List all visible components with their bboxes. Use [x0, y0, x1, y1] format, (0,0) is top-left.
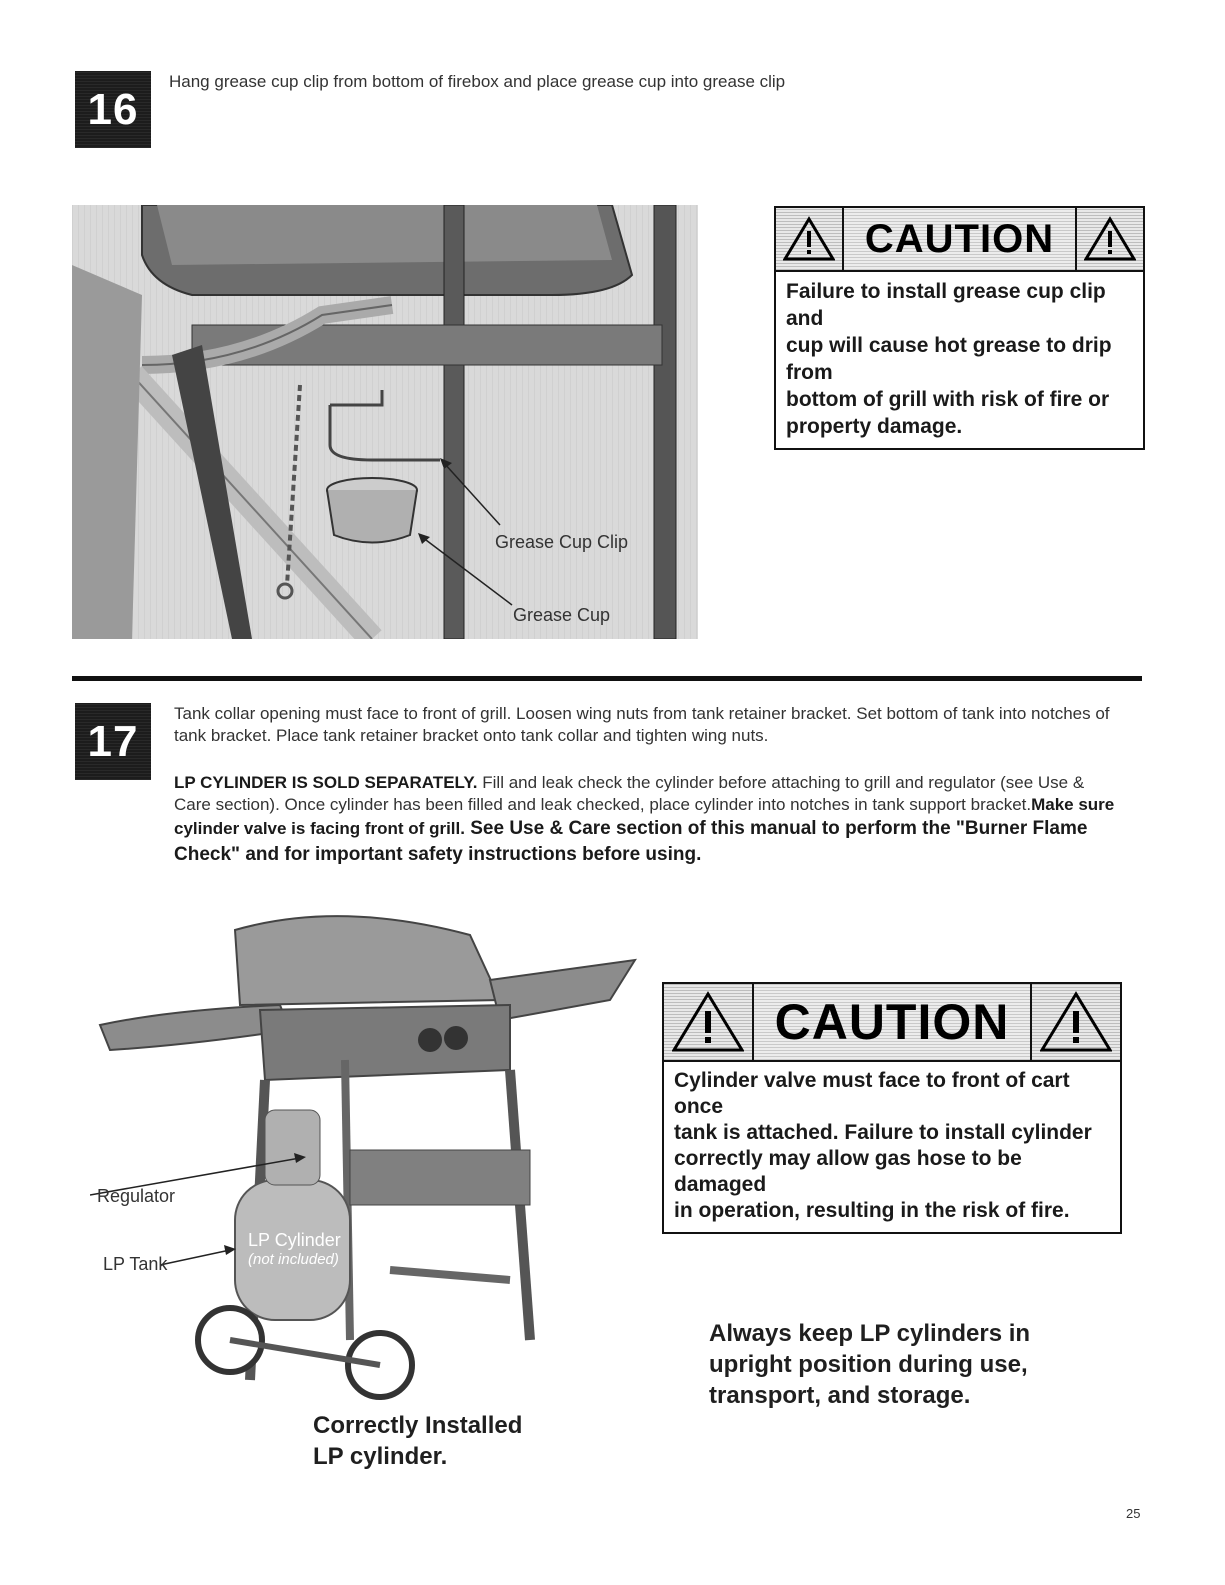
caution-line: tank is attached. Failure to install cylinder [674, 1121, 1092, 1144]
note-line: upright position during use, [709, 1351, 1028, 1378]
note-line: transport, and storage. [709, 1382, 971, 1409]
caution-title: CAUTION [754, 984, 1030, 1060]
lp-tank-callout: LP Tank [103, 1254, 168, 1274]
step-17-number: 17 [87, 716, 139, 766]
step-17-badge [75, 703, 151, 780]
grill-with-lp-tank-illustration [90, 910, 650, 1410]
notice-bold: cylinder valve is facing front of grill. [174, 819, 465, 838]
caution-line: correctly may allow gas hose to be damaged [674, 1147, 1022, 1196]
notice-line [174, 772, 1154, 794]
tank-label [248, 1230, 348, 1268]
instruction-line: Tank collar opening must face to front of grill. Loosen wing nuts from tank retainer bracket. Set bottom of tank into notches of [174, 704, 1110, 723]
caution-line: bottom of grill with risk of fire or [786, 388, 1110, 411]
caution-line: Cylinder valve must face to front of cart once [674, 1069, 1070, 1118]
notice-text: Care section). Once cylinder has been filled and leak checked, place cylinder into notches in tank support bracket. [174, 795, 1032, 814]
regulator-callout: Regulator [97, 1186, 176, 1206]
warning-triangle-icon [664, 984, 754, 1060]
caution-line: property damage. [786, 415, 963, 438]
step-17-instruction [174, 703, 1154, 747]
figure-caption [313, 1410, 522, 1472]
caution-text [664, 1062, 1120, 1232]
notice-line [174, 816, 1154, 842]
caption-line: Correctly Installed [313, 1412, 523, 1439]
caption-line: LP cylinder. [313, 1443, 448, 1470]
notice-bold: Check" and for important safety instructions before using. [174, 844, 702, 865]
warning-triangle-icon [776, 208, 844, 270]
section-divider [72, 676, 1142, 681]
notice-line [174, 842, 1154, 868]
warning-triangle-icon [1030, 984, 1120, 1060]
page-number: 25 [1126, 1506, 1141, 1521]
step-16-instruction: Hang grease cup clip from bottom of firebox and place grease cup into grease clip [169, 72, 786, 91]
step-17-caution-box [662, 982, 1122, 1234]
grill-drawing [90, 910, 650, 1410]
notice-line [174, 794, 1154, 816]
caution-title: CAUTION [844, 208, 1075, 270]
grease-cup-illustration [72, 205, 698, 639]
caution-header [664, 984, 1120, 1062]
caution-line: Failure to install grease cup clip and [786, 280, 1106, 330]
step-16-caution-box [774, 206, 1145, 450]
upright-storage-note [709, 1318, 1030, 1411]
caution-text [776, 272, 1143, 448]
tank-label-line1: LP Cylinder [248, 1230, 341, 1250]
notice-bold: See Use & Care section of this manual to perform the "Burner Flame [464, 818, 1088, 839]
grease-cup-clip-callout: Grease Cup Clip [495, 532, 629, 552]
warning-triangle-icon [1075, 208, 1143, 270]
grease-cup-callout: Grease Cup [513, 605, 611, 625]
step-16-badge [75, 71, 151, 148]
notice-text: Fill and leak check the cylinder before attaching to grill and regulator (see Use & [477, 773, 1085, 792]
instruction-line: tank bracket. Place tank retainer bracket onto tank collar and tighten wing nuts. [174, 726, 769, 745]
notice-bold: Make sure [1031, 795, 1115, 814]
lp-lead: LP CYLINDER IS SOLD SEPARATELY. [174, 773, 478, 792]
step-16-number: 16 [87, 84, 139, 134]
note-line: Always keep LP cylinders in [709, 1320, 1031, 1347]
caution-header [776, 208, 1143, 272]
caution-line: cup will cause hot grease to drip from [786, 334, 1112, 384]
grease-cup-drawing [72, 205, 698, 639]
lp-cylinder-notice [174, 772, 1154, 868]
tank-label-line2: (not included) [248, 1251, 339, 1268]
caution-line: in operation, resulting in the risk of fire. [674, 1199, 1070, 1222]
